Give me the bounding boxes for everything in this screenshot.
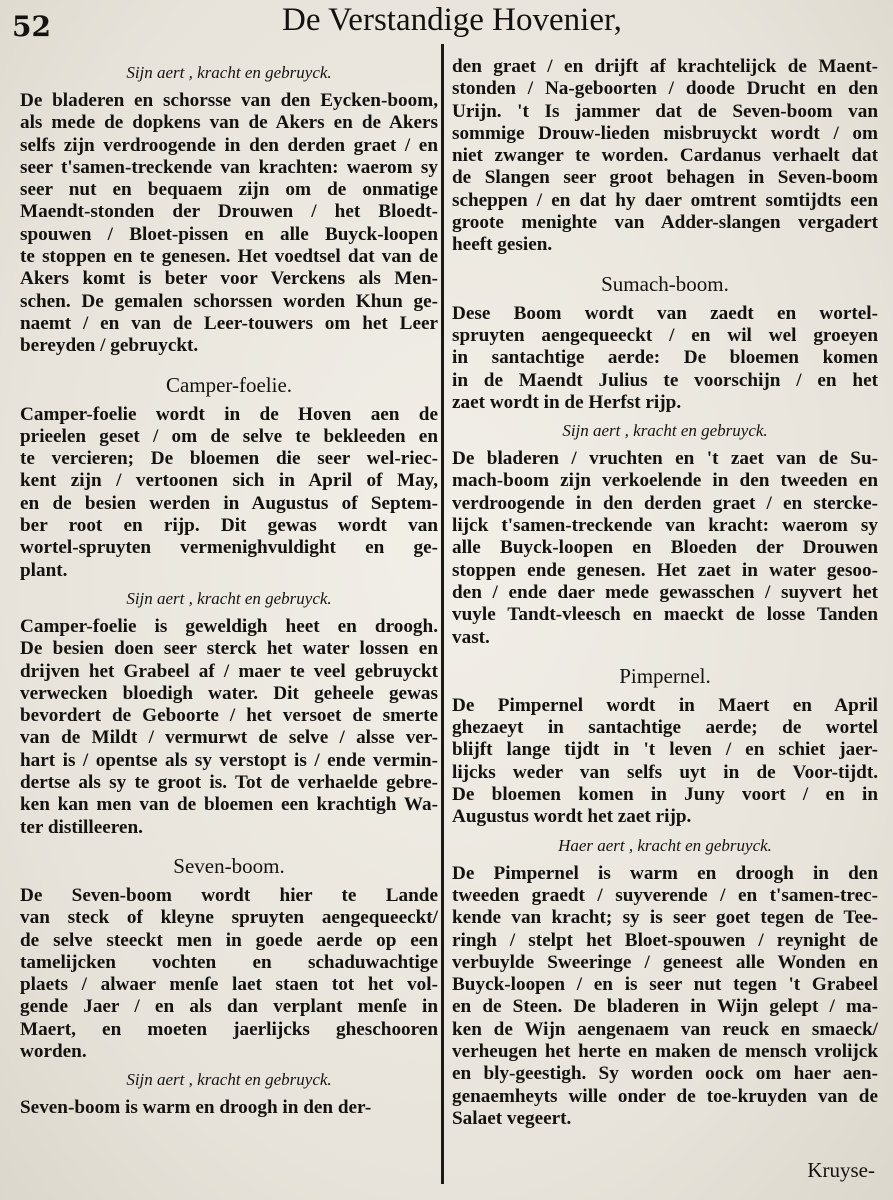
text-line: hart is / opentse als sy verstopt is / ende vermin- [20,749,438,771]
section-title-pimpernel: Pimpernel. [619,663,711,688]
text-line: kende van kracht; sy is seer goet tegen de Tee- [452,907,878,929]
section-subheading: Sijn aert , kracht en gebruyck. [126,1070,332,1090]
text-line: lijck t'samen-treckende van kracht: waerom sy [452,515,878,537]
text-line: verheugen het herte en maken de mensch vrolijck [452,1040,878,1062]
text-line: De besien doen seer sterck het water lossen en [20,638,438,660]
text-line: De Seven-boom wordt hier te Lande [20,884,438,906]
text-line: drijven het Grabeel af / maer te veel gebruyckt [20,660,438,682]
text-line: van steck of kleyne spruyten aengequeeckt/ [20,907,438,929]
text-line: tamelijcken vochten en schaduwachtige [20,951,438,973]
text-line: bevordert de Geboorte / het versoet de smerte [20,705,438,727]
text-line: plant. [20,559,68,581]
text-line: genaemheyts wille onder de toe-kruyden van de [452,1085,878,1107]
text-line: ken kan men van de bloemen een krachtigh Wa- [20,794,438,816]
text-line: Dese Boom wordt van zaedt en wortel- [452,302,878,324]
text-line: stonden / Na-geboorten / doode Drucht en den [452,78,878,100]
text-line: blijft lange tijdt in 't leven / en schiet jaer- [452,739,878,761]
left-column [20,56,438,1120]
text-line: spouwen / Bloet-pissen en alle Buyck-loopen [20,223,438,245]
text-line: Camper-foelie is geweldigh heet en droogh. [20,615,438,637]
page-header [0,0,893,48]
text-line: wortel-spruyten vermenighvuldight en ge- [20,537,438,559]
text-line: ter distilleeren. [20,816,143,838]
text-line: scheppen / en dat hy daer omtrent somtijdts een [452,189,878,211]
text-line: ber root en rijp. Dit gewas wordt van [20,515,438,537]
section-title-sumach-boom: Sumach-boom. [601,271,729,296]
text-line: stoppen ende genesen. Het zaet in water gesoo- [452,559,878,581]
text-line: alle Buyck-loopen en Bloeden der Drouwen [452,537,878,559]
text-line: Augustus wordt het zaet rijp. [452,806,692,828]
text-line: niet zwanger te worden. Cardanus verhaelt dat [452,145,878,167]
column-divider [441,44,444,1184]
text-line: kent zijn / vertoonen sich in April of May, [20,470,438,492]
text-line: verwecken bloedigh water. Dit geheele gewas [20,682,438,704]
running-title: De Verstandige Hovenier, [282,2,622,38]
text-line: sommige Drouw-lieden misbruyckt wordt / om [452,122,878,144]
paragraph-seven-boom-aert [20,1097,438,1119]
paragraph-pimpernel-aert [452,863,878,1131]
paragraph-pimpernel [452,695,878,829]
text-line: Maendt-stonden der Drouwen / het Bloedt- [20,201,438,223]
text-line: vuyle Tandt-vleesch en maeckt de losse Tanden [452,604,878,626]
section-title-camper-foelie: Camper-foelie. [165,372,293,397]
paragraph-seven-boom-continued [452,56,878,257]
text-line: Urijn. 't Is jammer dat de Seven-boom van [452,100,878,122]
text-line: van de Mildt / vermurwt de selve / alsse ver- [20,727,438,749]
text-line: vast. [452,626,490,648]
text-line: De Pimpernel is warm en droogh in den [452,862,878,884]
text-line: worden. [20,1040,87,1062]
page-number: 52 [12,10,51,43]
text-line: in de Maendt Julius te voorschijn / en het [452,369,878,391]
text-line: verbuylde Sweeringe / geneest alle Wonden en [452,951,878,973]
section-title-seven-boom: Seven-boom. [173,853,285,878]
text-line: als mede de dopkens van de Akers en de Akers [20,112,438,134]
section-subheading: Sijn aert , kracht en gebruyck. [126,588,332,608]
text-line: den / ende daer mede gewasschen / suyvert het [452,581,878,603]
text-line: te stoppen en te genesen. Het voedtsel dat van de [20,246,438,268]
text-line: de selve steeckt men in goede aerde op een [20,929,438,951]
text-line: seer nut en bequaem zijn om de onmatige [20,179,438,201]
text-line: dertse als sy te groot is. Tot de verhaelde gebre- [20,772,438,794]
text-line: tweeden graedt / suyverende / en t'samen-trec- [452,884,878,906]
text-line: en de besien werden in Augustus of Septem- [20,492,438,514]
paragraph-camper-foelie-aert [20,616,438,839]
section-subheading: Sijn aert , kracht en gebruyck. [562,421,768,441]
text-line: prieelen geset / om de selve te bekleeden en [20,425,438,447]
text-line: ghezaeyt in santachtige aerde; de wortel [452,717,878,739]
text-line: Seven-boom is warm en droogh in den der- [20,1097,372,1119]
text-line: De bladeren / vruchten en 't zaet van de Su- [452,448,878,470]
text-line: selfs zijn verdroogende in den derden graet / en [20,134,438,156]
text-line: schen. De gemalen schorssen worden Khun ge- [20,290,438,312]
text-line: Buyck-loopen / en is seer nut tegen 't Grabeel [452,974,878,996]
text-line: plaets / alwaer menſe laet staen tot het vol- [20,974,438,996]
text-line: seer t'samen-treckende van krachten: waerom sy [20,156,438,178]
paragraph-sumach-boom [452,303,878,414]
text-line: in santachtige aerde: De bloemen komen [452,347,878,369]
text-line: Maert, en moeten jaerlijcks gheschooren [20,1018,438,1040]
text-line: gende Jaer / en als dan verplant menſe in [20,996,438,1018]
text-line: spruyten aengequeeckt / en wil wel groeyen [452,324,878,346]
text-line: en bly-geestigh. Sy worden oock om haer aen- [452,1063,878,1085]
paragraph-seven-boom [20,885,438,1063]
catchword: Kruyse- [807,1158,875,1182]
text-line: Salaet vegeert. [452,1107,572,1129]
paragraph-camper-foelie [20,404,438,582]
text-line: de Slangen seer groot behagen in Seven-boom [452,167,878,189]
right-column [452,56,878,1130]
text-line: den graet / en drijft af krachtelijck de Maent- [452,56,878,77]
text-line: zaet wordt in de Herfst rijp. [452,391,682,413]
text-line: bereyden / gebruyckt. [20,335,199,357]
text-line: De bloemen komen in Juny voort / en in [452,784,878,806]
text-line: en de Steen. De bladeren in Wijn gelept / ma- [452,996,878,1018]
text-line: Akers komt is beter voor Verckens als Men- [20,268,438,290]
text-line: te vercieren; De bloemen die seer wel-riec- [20,448,438,470]
text-line: mach-boom zijn verkoelende in den tweeden en [452,470,878,492]
text-line: heeft gesien. [452,234,553,256]
text-line: De bladeren en schorsse van den Eycken-boom, [20,90,438,111]
text-line: groote menighte van Adder-slangen vergadert [452,212,878,234]
section-subheading: Haer aert , kracht en gebruyck. [558,835,772,855]
section-subheading: Sijn aert , kracht en gebruyck. [126,63,332,82]
text-line: ken de Wijn aengenaem van reuck en smaeck/ [452,1018,878,1040]
text-line: verdroogende in den derden graet / en stercke- [452,492,878,514]
text-line: naemt / en van de Leer-touwers om het Leer [20,312,438,334]
text-line: De Pimpernel wordt in Maert en April [452,694,878,716]
text-line: Camper-foelie wordt in de Hoven aen de [20,403,438,425]
paragraph-eycken-boom [20,90,438,358]
paragraph-sumach-boom-aert [452,448,878,649]
text-line: ringh / stelpt het Bloet-spouwen / reynight de [452,929,878,951]
text-line: lijcks weder van selfs uyt in de Voor-tijdt. [452,761,878,783]
